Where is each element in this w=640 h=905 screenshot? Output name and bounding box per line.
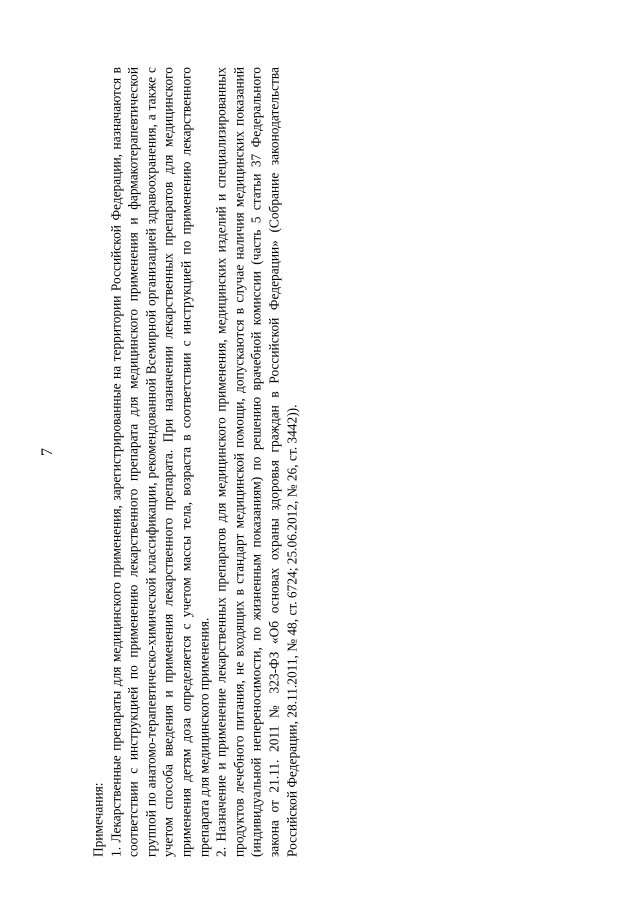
page-number: 7 [39,448,56,456]
notes-heading: Примечания: [90,782,106,857]
note-item-1: 1. Лекарственные препараты для медицинского применения, зарегистрированные на территории Российской Федерации, назначаются в соответствии с инструкцией по применению лекарственного препарата для медицинского применения и фармакотерапевтической группой по анатомо-терапевтическо-химической классификации, рекомендованной Всемирной организацией здравоохранения, а также с учетом способа введения и применения лекарственного препарата. При назначении лекарственных препаратов для медицинского применения детям доза определяется с учетом массы тела, возраста в соответствии с инструкцией по применению лекарственного препарата для медицинского применения. [108,67,211,857]
note-item-2: 2. Назначение и применение лекарственных препаратов для медицинского применения, медицинских изделий и специализированных продуктов лечебного питания, не входящих в стандарт медицинской помощи, допускаются в случае наличия медицинских показаний (индивидуальной непереносимости, по жизненным показаниям) по решению врачебной комиссии (часть 5 статьи 37 Федерального закона от 21.11. 2011 № 323-ФЗ «Об основах охраны здоровья граждан в Российской Федерации» (Собрание законодательства Российской Федерации, 28.11.2011, № 48, ст. 6724; 25.06.2012, № 26, ст. 3442)). [213,67,299,857]
notes-section [89,67,300,857]
